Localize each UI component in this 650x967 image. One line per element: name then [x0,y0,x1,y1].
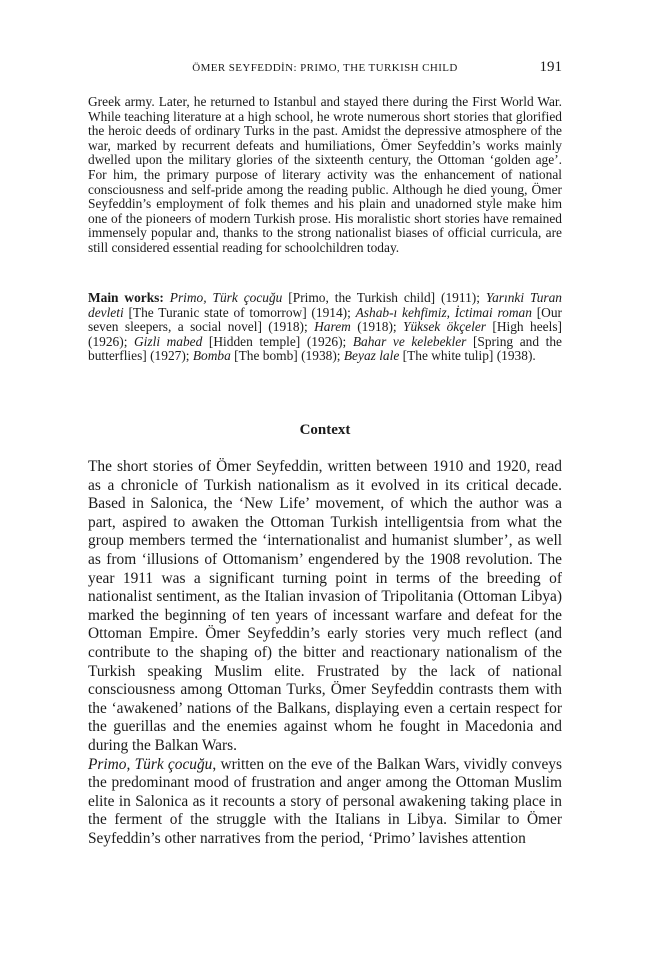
context-paragraph [88,756,562,849]
work-title: Ashab-ı kehfimiz, İctimai roman [355,304,532,320]
work-gloss: [High heels] (1926); [88,319,562,349]
main-works [88,291,562,364]
section-heading-context: Context [299,422,351,438]
running-title: ÖMER SEYFEDDİN: PRIMO, THE TURKISH CHILD [192,62,458,74]
work-title: Yarınki Turan devleti [88,290,562,320]
work-gloss: [Hidden temple] (1926); [202,333,353,349]
work-title-inline: Primo, Türk çocuğu [88,755,213,773]
work-title: Gizli mabed [134,333,203,349]
page-number: 191 [539,59,562,75]
paragraph-text: , written on the eve of the Balkan Wars, vividly conveys the predominant mood of frustration and anger among the Ottoman Muslim elite in Salonica as it recounts a story of personal awakening taking place in the ferment of the struggle with the Italians in Libya. Similar to Ömer Seyfeddin’s other narratives from the period, ‘Primo’ lavishes attention [88,755,562,847]
work-gloss: [The white tulip] (1938). [399,348,536,364]
context-paragraph: The short stories of Ömer Seyfeddin, written between 1910 and 1920, read as a chronicle of Turkish nationalism as it evolved in its critical decade. Based in Salonica, the ‘New Life’ movement, of which the author was a part, aspired to awaken the Ottoman Turkish intelligentsia from what the group members termed the ‘internationalist and humanist slumber’, as well as from ‘illusions of Ottomanism’ engendered by the 1908 revolution. The year 1911 was a significant turning point in terms of the breeding of nationalist sentiment, as the Italian invasion of Tripolitania (Ottoman Libya) marked the beginning of ten years of incessant warfare and defeat for the Ottoman Empire. Ömer Seyfeddin’s early stories very much reflect (and contribute to the shaping of) the bitter and reactionary nationalism of the Turkish speaking Muslim elite. Frustrated by the lack of national consciousness among Ottoman Turks, Ömer Seyfeddin contrasts them with the ‘awakened’ nations of the Balkans, displaying even a certain respect for the guerillas and the enemies against whom he fought in Macedonia and during the Balkan Wars. [88,458,562,754]
work-gloss: [The bomb] (1938); [230,348,344,364]
work-title: Yüksek ökçeler [403,319,486,335]
work-gloss: (1918); [350,319,404,335]
main-works-label: Main works: [88,290,164,305]
context-body [88,458,562,848]
work-title: Primo, Türk çocuğu [169,290,283,305]
work-title: Harem [314,319,351,335]
work-gloss: [The Turanic state of tomorrow] (1914); [123,304,356,320]
work-gloss: [Our seven sleepers, a social novel] (1918); [88,304,562,335]
biography-paragraph [88,95,562,256]
work-gloss: [Primo, the Turkish child] (1911); [282,290,486,305]
bio-text: Greek army. Later, he returned to Istanbul and stayed there during the First World War. While teaching literature at a high school, he wrote numerous short stories that glorified the heroic deeds of ordinary Turks in the past. Amidst the depressive atmosphere of the war, marked by recurrent defeats and humiliations, Ömer Seyfeddin’s works mainly dwelled upon the military glories of the sixteenth century, the Ottoman ‘golden age’. For him, the primary purpose of literary activity was the enhancement of national consciousness and self-pride among the reading public. Although he died young, Ömer Seyfeddin’s employment of folk themes and his plain and unadorned style make him one of the pioneers of modern Turkish prose. His moralistic short stories have remained immensely popular and, thanks to the strong nationalist biases of official curricula, are still considered essential reading for schoolchildren today. [88,94,562,255]
main-works-text [88,291,562,364]
work-title: Beyaz lale [343,348,400,364]
work-title: Bahar ve kelebekler [352,333,467,349]
work-title: Bomba [192,348,231,364]
work-gloss: [Spring and the butterflies] (1927); [88,333,562,364]
